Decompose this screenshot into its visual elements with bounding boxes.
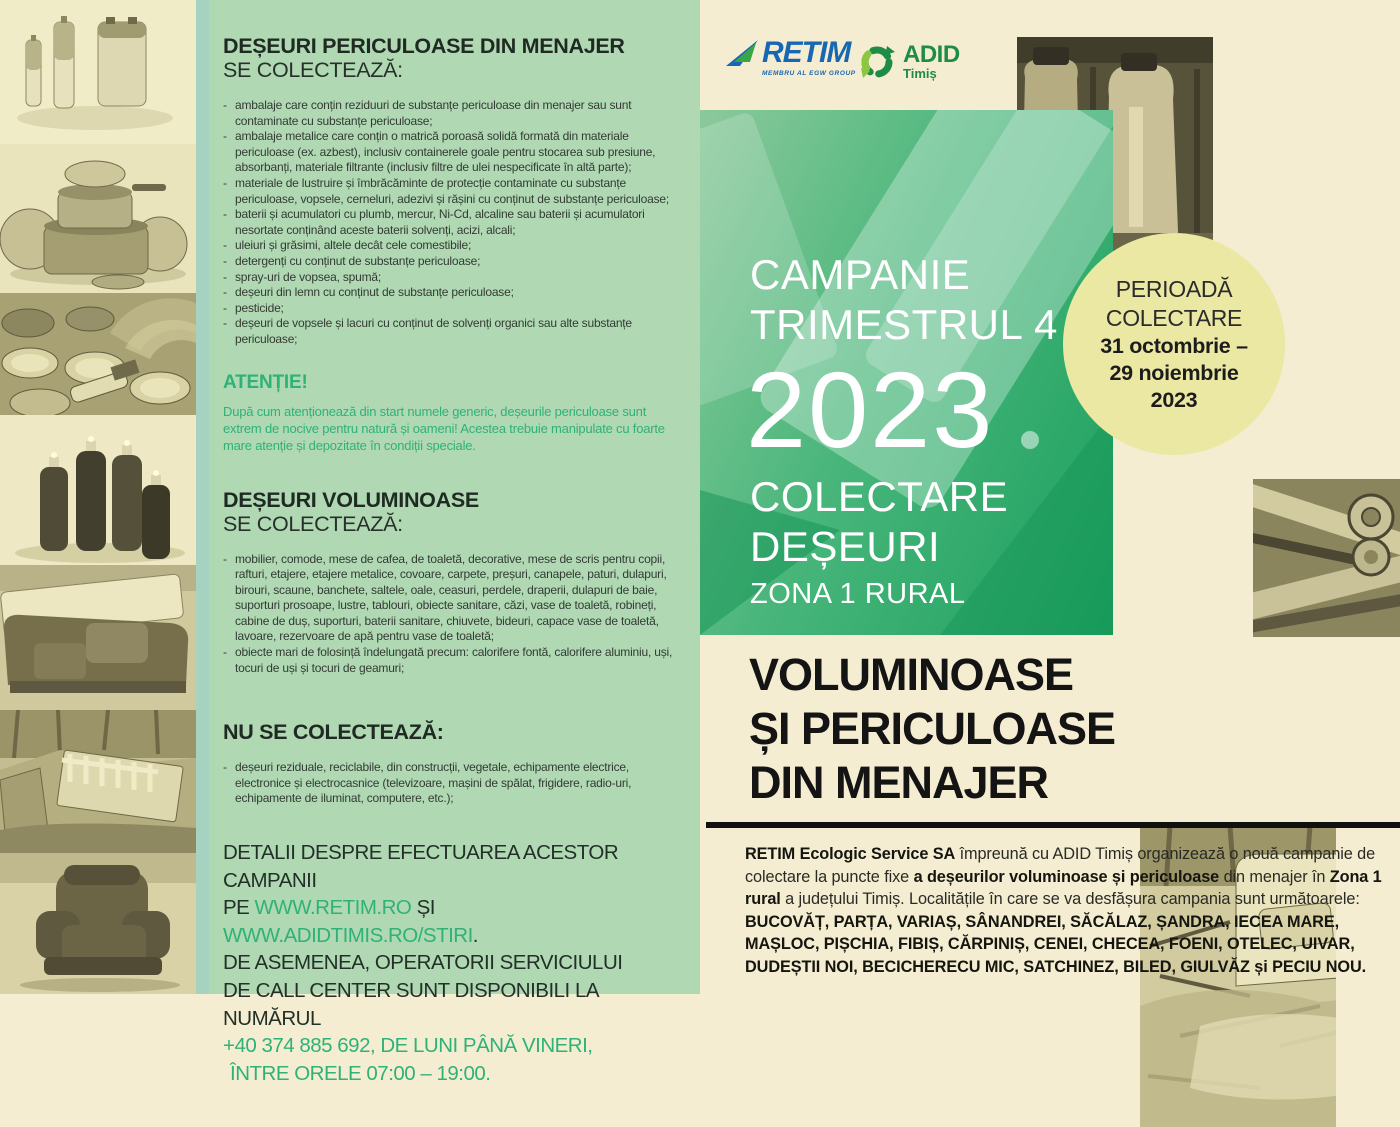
tools-photo xyxy=(1253,479,1400,637)
bulky-subtitle: SE COLECTEAZĂ: xyxy=(223,511,403,536)
campaign-panel xyxy=(700,110,1113,635)
list-item-text: detergenți cu conținut de substanțe periculoase; xyxy=(235,253,481,268)
bullet-dash: - xyxy=(223,551,227,566)
not-collected-title: NU SE COLECTEAZĂ: xyxy=(223,720,444,745)
text-segment: . xyxy=(472,923,478,947)
divider-strip xyxy=(196,0,209,994)
list-item xyxy=(223,207,680,238)
badge-date-end: 29 noiembrie xyxy=(1109,360,1239,385)
info-column xyxy=(209,0,700,1085)
list-item-text: uleiuri și grăsimi, altele decât cele comestibile; xyxy=(235,238,472,253)
text-segment: Zona 1 rural xyxy=(745,867,1382,909)
adid-logo-region: Timiș xyxy=(903,65,937,81)
retim-website-link[interactable]: WWW.RETIM.RO xyxy=(254,896,412,920)
recycle-icon xyxy=(857,42,897,82)
hazardous-title: DEȘEURI PERICULOASE DIN MENAJER xyxy=(223,34,625,58)
headline-line-3: DIN MENAJER xyxy=(749,757,1049,808)
bullet-dash: - xyxy=(223,253,227,268)
collection-period-badge xyxy=(1063,233,1285,455)
bullet-dash: - xyxy=(223,238,227,253)
list-item xyxy=(223,645,680,676)
campaign-text xyxy=(746,250,1058,612)
list-item xyxy=(223,552,680,646)
paint-cans-photo xyxy=(0,293,196,415)
bulky-list xyxy=(223,552,680,677)
list-item-text: obiecte mari de folosință îndelungată precum: calorifere fontă, calorifere aluminiu, uși, tocuri de uși și tocuri de geamuri; xyxy=(235,645,673,675)
details-line-2 xyxy=(223,894,680,949)
details-line-1: DETALII DESPRE EFECTUAREA ACESTOR CAMPANII xyxy=(223,841,619,892)
text-segment: din menajer în xyxy=(1219,867,1330,886)
old-armchair-photo xyxy=(0,853,196,994)
campaign-line-1: CAMPANIE xyxy=(750,251,971,298)
list-item-text: mobilier, comode, mese de cafea, de toaletă, decorative, mese de scris pentru copii, rafturi, etajere, etajere metalice, covoare, carpete, preșuri, canapele, paturi, dulapuri, birouri, scaune, banchete, saltele, oale, ceasuri, perdele, draperii, dulapuri de baie, suporturi prosoape, lustre, tablouri, obiecte sanitare, căzi, vase de toaletă, robineți, cabine de duș, suporturi, baterii sanitare, chiuvete, bideuri, capace vase de toaletă, lavoare, rezervoare de apă pentru vase de toaletă; xyxy=(235,551,667,644)
attention-title: ATENȚIE! xyxy=(223,371,308,393)
campaign-line-3: COLECTARE xyxy=(750,473,1009,520)
headline xyxy=(749,648,1115,810)
list-item xyxy=(223,760,680,807)
bullet-dash: - xyxy=(223,129,227,144)
text-segment: RETIM Ecologic Service SA xyxy=(745,845,956,863)
list-item-text: deșeuri din lemn cu conținut de substanțe periculoase; xyxy=(235,285,514,300)
badge-date-start: 31 octombrie – xyxy=(1100,333,1248,358)
adid-logo-text: ADID xyxy=(903,40,960,68)
retim-logo-text: RETIM xyxy=(762,36,851,69)
list-item xyxy=(223,316,680,347)
text-segment: împreună cu ADID Timiș organizează o nouă campanie de colectare la puncte fixe xyxy=(745,845,1376,886)
list-item-text: materiale de lustruire și îmbrăcăminte de protecție contaminate cu substanțe periculoase, vopsele, cerneluri, adezivi și rășini cu conținut de substanțe periculoase; xyxy=(235,175,669,206)
call-center-hours: ÎNTRE ORELE 07:00 – 19:00. xyxy=(230,1061,491,1085)
headline-line-1: VOLUMINOASE xyxy=(749,649,1074,700)
campaign-zone: ZONA 1 RURAL xyxy=(750,578,966,610)
list-item xyxy=(223,129,680,176)
list-item-text: deșeuri reziduale, reciclabile, din construcții, vegetale, echipamente electrice, electronice și electrocasnice (televizoare, mașini de spălat, frigidere, radio-uri, echipamente de iluminat, computere, etc.); xyxy=(235,760,632,806)
divider-rule xyxy=(706,822,1400,828)
adid-logo xyxy=(857,42,960,82)
bullet-dash: - xyxy=(223,269,227,284)
discarded-sofa-photo xyxy=(0,565,196,710)
not-collected-list xyxy=(223,760,680,807)
bullet-dash: - xyxy=(223,300,227,315)
bullet-dash: - xyxy=(223,207,227,222)
campaign-line-2: TRIMESTRUL 4 xyxy=(750,301,1058,348)
retim-logo-tagline: MEMBRU AL EGW GROUP xyxy=(762,70,856,77)
attention-body: După cum atenționează din start numele generic, deșeurile periculoase sunt extrem de nocive pentru natură și oameni! Acestea trebuie manipulate cu foarte mare atenție și depozitate în condiții speciale. xyxy=(223,403,665,453)
text-segment: BUCOVĂȚ, PARȚA, VARIAȘ, SÂNANDREI, SĂCĂLAZ, ȘANDRA, IECEA MARE, MAȘLOC, PIȘCHIA, FIBIȘ, CĂRPINIȘ, CENEI, CHECEA, FOENI, OTELEC, UIVAR, DUDEȘTII NOI, BECICHERECU MIC, SATCHINEZ, BILED, GIULVĂZ și PECIU NOU. xyxy=(745,912,1367,976)
campaign-description xyxy=(745,843,1393,979)
list-item-text: ambalaje care conțin reziduuri de substanțe periculoase din menajer sau sunt contaminate cu substanțe periculoase; xyxy=(235,98,632,128)
list-item-text: ambalaje metalice care conțin o matrică poroasă solidă formată din materiale periculoase (ex. azbest), inclusiv containerele goale pentru stocarea sub presiune, absorbanți, materiale filtrante (inclusiv filtre de ulei nespecificate în altă parte); xyxy=(235,129,656,175)
left-photo-strip xyxy=(0,0,196,994)
list-item-text: pesticide; xyxy=(235,300,284,315)
bullet-dash: - xyxy=(223,175,227,190)
spray-cans-photo xyxy=(0,415,196,565)
list-item-text: baterii și acumulatori cu plumb, mercur, Ni-Cd, alcaline sau baterii și acumulatori nesortate conținând aceste baterii solvenți, acizi, alcali; xyxy=(235,207,645,237)
headline-line-2: ȘI PERICULOASE xyxy=(749,703,1116,754)
batteries-photo xyxy=(0,0,196,144)
call-center-phone: +40 374 885 692, DE LUNI PÂNĂ VINERI, xyxy=(223,1034,593,1058)
list-item xyxy=(223,98,680,129)
text-segment: a deșeurilor voluminoase și periculoase xyxy=(913,867,1220,886)
badge-year: 2023 xyxy=(1150,387,1198,412)
campaign-line-4: DEȘEURI xyxy=(750,523,941,570)
hazardous-subtitle: SE COLECTEAZĂ: xyxy=(223,58,403,82)
list-item xyxy=(223,301,680,317)
retim-logo xyxy=(726,38,856,92)
bullet-dash: - xyxy=(223,285,227,300)
adidtimis-website-link[interactable]: WWW.ADIDTIMIS.RO/STIRI xyxy=(223,923,473,947)
badge-line-2: COLECTARE xyxy=(1105,304,1243,331)
bullet-dash: - xyxy=(223,645,227,660)
bulky-title: DEȘEURI VOLUMINOASE xyxy=(223,487,479,512)
text-segment: PE xyxy=(223,896,255,920)
cover-page xyxy=(700,0,1400,994)
retim-arrow-icon xyxy=(726,38,762,70)
details-line-3: DE ASEMENEA, OPERATORII SERVICIULUI xyxy=(223,951,623,975)
cookware-pots-photo xyxy=(0,144,196,293)
text-segment: a județului Timiș. Localitățile în care se va desfășura campania sunt următoarele: xyxy=(780,890,1360,909)
bullet-dash: - xyxy=(223,316,227,331)
details-block xyxy=(223,839,680,1087)
details-line-4: DE CALL CENTER SUNT DISPONIBILI LA NUMĂRUL xyxy=(223,979,598,1030)
list-item xyxy=(223,270,680,286)
dumped-furniture-photo xyxy=(0,710,196,853)
text-segment: ȘI xyxy=(411,896,435,920)
list-item xyxy=(223,238,680,254)
list-item xyxy=(223,285,680,301)
list-item-text: spray-uri de vopsea, spumă; xyxy=(235,269,382,284)
hazardous-list xyxy=(223,98,680,348)
bullet-dash: - xyxy=(223,760,227,775)
badge-line-1: PERIOADĂ xyxy=(1115,275,1233,302)
list-item-text: deșeuri de vopsele și lacuri cu conținut de solvenți organici sau alte substanțe periculoase; xyxy=(235,316,632,346)
bullet-dash: - xyxy=(223,98,227,112)
list-item xyxy=(223,176,680,207)
list-item xyxy=(223,254,680,270)
campaign-year: 2023 xyxy=(746,349,995,470)
